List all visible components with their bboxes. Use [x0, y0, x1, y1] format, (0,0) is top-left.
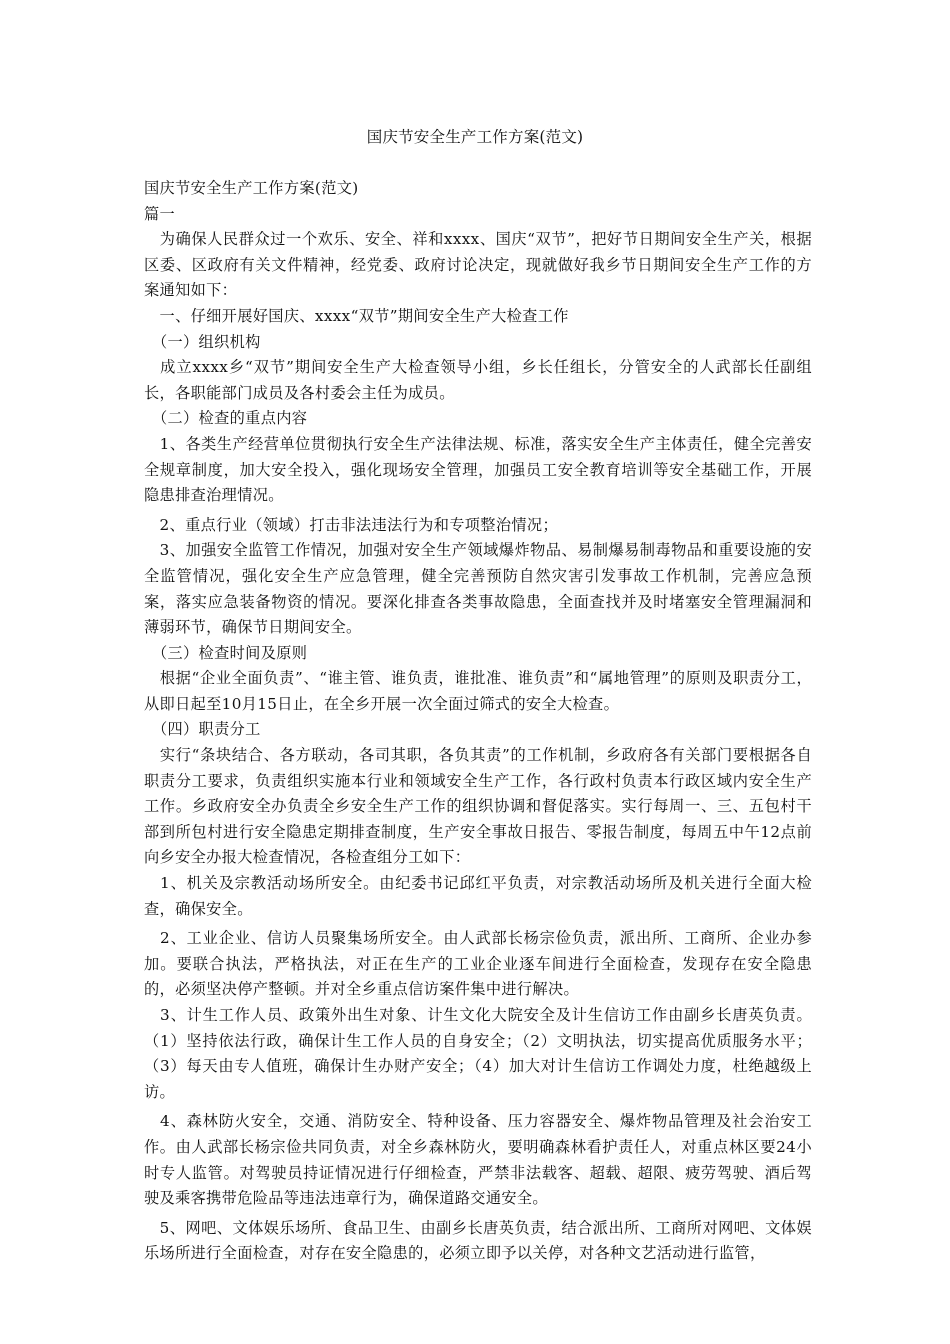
- paragraph: 5、网吧、文体娱乐场所、食品卫生、由副乡长唐英负责，结合派出所、工商所对网吧、文体娱乐场所进行全面检查，对存在安全隐患的，必须立即予以关停，对各种文艺活动进行监管，: [144, 1218, 812, 1263]
- heading-level-2: （一）组织机构: [144, 332, 261, 351]
- section-label: 篇一: [144, 204, 176, 223]
- document-title: 国庆节安全生产工作方案(范文): [366, 128, 584, 146]
- paragraph: 2、重点行业（领域）打击非法违法行为和专项整治情况；: [144, 515, 558, 534]
- heading-level-2: （二）检查的重点内容: [144, 409, 308, 428]
- paragraph: 根据“企业全面负责”、“谁主管、谁负责，谁批准、谁负责”和“属地管理”的原则及职责分工，从即日起至10月15日止，在全乡开展一次全面过筛式的安全大检查。: [144, 669, 812, 713]
- subtitle: 国庆节安全生产工作方案(范文): [144, 179, 359, 197]
- heading-level-2: （四）职责分工: [144, 720, 261, 739]
- paragraph: 为确保人民群众过一个欢乐、安全、祥和xxxx、国庆“双节”，把好节日期间安全生产关，根据区委、区政府有关文件精神，经党委、政府讨论决定，现就做好我乡节日期间安全生产工作的方案通知如下：: [144, 230, 812, 300]
- document-body: [144, 176, 812, 1267]
- heading-level-1: 一、仔细开展好国庆、xxxx“双节”期间安全生产大检查工作: [144, 306, 569, 325]
- paragraph: 1、各类生产经营单位贯彻执行安全生产法律法规、标准，落实安全生产主体责任，健全完善安全规章制度，加大安全投入，强化现场安全管理，加强员工安全教育培训等安全基础工作，开展隐患排查治理情况。: [144, 434, 812, 505]
- heading-level-2: （三）检查时间及原则: [144, 643, 308, 662]
- paragraph: 1、机关及宗教活动场所安全。由纪委书记邱红平负责，对宗教活动场所及机关进行全面大检查，确保安全。: [144, 874, 812, 918]
- paragraph: 成立xxxx乡“双节”期间安全生产大检查领导小组，乡长任组长，分管安全的人武部长任副组长，各职能部门成员及各村委会主任为成员。: [144, 358, 812, 402]
- paragraph: 实行“条块结合、各方联动，各司其职，各负其责”的工作机制，乡政府各有关部门要根据各自职责分工要求，负责组织实施本行业和领域安全生产工作，各行政村负责本行政区域内安全生产工作。乡政府安全办负责全乡安全生产工作的组织协调和督促落实。实行每周一、三、五包村干部到所包村进行安全隐患定期排查制度，生产安全事故日报告、零报告制度，每周五中午12点前向乡安全办报大检查情况，各检查组分工如下：: [144, 746, 812, 867]
- paragraph: 3、加强安全监管工作情况，加强对安全生产领域爆炸物品、易制爆易制毒物品和重要设施的安全监管情况，强化安全生产应急管理，健全完善预防自然灾害引发事故工作机制，完善应急预案，落实应急装备物资的情况。要深化排查各类事故隐患，全面查找并及时堵塞安全管理漏洞和薄弱环节，确保节日期间安全。: [144, 541, 812, 637]
- paragraph: 4、森林防火安全，交通、消防安全、特种设备、压力容器安全、爆炸物品管理及社会治安工作。由人武部长杨宗俭共同负责，对全乡森林防火，要明确森林看护责任人，对重点林区要24小时专人监管。对驾驶员持证情况进行仔细检查，严禁非法载客、超载、超限、疲劳驾驶、酒后驾驶及乘客携带危险品等违法违章行为，确保道路交通安全。: [144, 1112, 812, 1208]
- paragraph: 3、计生工作人员、政策外出生对象、计生文化大院安全及计生信访工作由副乡长唐英负责。（1）坚持依法行政，确保计生工作人员的自身安全；（2）文明执法，切实提高优质服务水平；（3）每天由专人值班，确保计生办财产安全；（4）加大对计生信访工作调处力度，杜绝越级上访。: [144, 1006, 812, 1101]
- paragraph: 2、工业企业、信访人员聚集场所安全。由人武部长杨宗俭负责，派出所、工商所、企业办参加。要联合执法，严格执法，对正在生产的工业企业逐车间进行全面检查，发现存在安全隐患的，必须坚决停产整顿。并对全乡重点信访案件集中进行解决。: [144, 929, 812, 999]
